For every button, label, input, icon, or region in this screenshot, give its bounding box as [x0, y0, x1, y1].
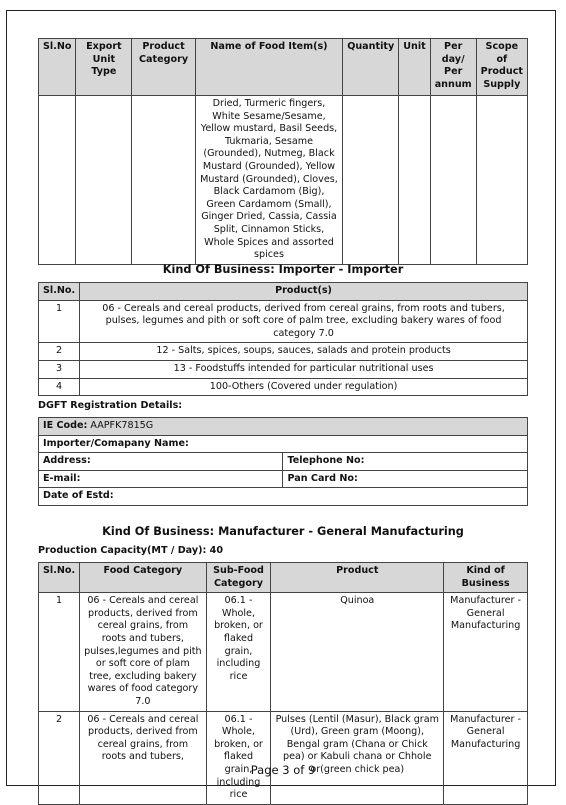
importer-heading: Kind Of Business: Importer - Importer	[162, 263, 404, 276]
food-items-table	[38, 38, 528, 265]
table-row	[39, 593, 528, 711]
cell-sl: 1	[39, 300, 80, 343]
cell-export-unit-type	[76, 96, 132, 265]
cell-product: 12 - Salts, spices, soups, sauces, salads and protein products	[80, 343, 528, 361]
cell-product: 13 - Foodstuffs intended for particular nutritional uses	[80, 360, 528, 378]
cell-product-category	[132, 96, 195, 265]
pan-label: Pan Card No:	[283, 470, 528, 488]
cell-food-items: Dried, Turmeric fingers, White Sesame/Sesame, Yellow mustard, Basil Seeds, Tukmaria, Sesame (Grounded), Nutmeg, Black Mustard (Grounded), Yellow Mustard (Grounded), Cloves, Black Cardamom (Big), Green Cardamom (Small), Ginger Dried, Cassia, Cassia Split, Cinnamon Sticks, Whole Spices and assorted spices	[195, 96, 342, 265]
table-row	[39, 360, 528, 378]
table-row	[39, 300, 528, 343]
col-header: Kind of Business	[444, 563, 528, 593]
date-label: Date of Estd:	[39, 488, 528, 506]
email-label: E-mail:	[39, 470, 283, 488]
cell-sl: 2	[39, 711, 80, 804]
cell-sl: 3	[39, 360, 80, 378]
col-header: Sub-Food Category	[206, 563, 271, 593]
table-row	[39, 378, 528, 396]
ie-code-row	[39, 418, 528, 436]
cell-sub-category: 06.1 - Whole, broken, or flaked grain, including rice	[206, 711, 271, 804]
cell-sub-category: 06.1 - Whole, broken, or flaked grain, including rice	[206, 593, 271, 711]
ie-code-label: IE Code:	[43, 420, 88, 431]
cell-unit	[399, 96, 431, 265]
col-header: Per day/ Per annum	[430, 39, 476, 96]
importer-name-label: Importer/Comapany Name:	[39, 435, 528, 453]
table-header-row	[39, 39, 528, 96]
cell-food-category: 06 - Cereals and cereal products, derived from cereal grains, from roots and tubers,	[80, 711, 207, 804]
table-header-row	[39, 563, 528, 593]
col-header: Scope of Product Supply	[476, 39, 527, 96]
col-header: Quantity	[343, 39, 399, 96]
date-row	[39, 488, 528, 506]
col-header: Name of Food Item(s)	[195, 39, 342, 96]
production-capacity: Production Capacity(MT / Day): 40	[38, 545, 224, 556]
col-header: Product Category	[132, 39, 195, 96]
cell-per	[430, 96, 476, 265]
col-header: Unit	[399, 39, 431, 96]
manufacturer-heading: Kind Of Business: Manufacturer - General Manufacturing	[102, 525, 464, 538]
cell-sl: 2	[39, 343, 80, 361]
cell-product: 06 - Cereals and cereal products, derived from cereal grains, from roots and tubers, pulses, legumes and pith or soft core of palm tree, excluding bakery wares of food category 7.0	[80, 300, 528, 343]
cell-kind: Manufacturer - General Manufacturing	[444, 711, 528, 804]
col-header: Export Unit Type	[76, 39, 132, 96]
cell-scope	[476, 96, 527, 265]
col-header: Food Category	[80, 563, 207, 593]
cell-sl: 4	[39, 378, 80, 396]
col-header: Sl.No.	[39, 563, 80, 593]
cell-sl	[39, 96, 76, 265]
table-row	[39, 96, 528, 265]
dgft-table	[38, 417, 528, 506]
col-header: Sl.No	[39, 39, 76, 96]
dgft-heading: DGFT Registration Details:	[38, 400, 183, 411]
table-row	[39, 343, 528, 361]
cell-product: 100-Others (Covered under regulation)	[80, 378, 528, 396]
table-row	[39, 711, 528, 804]
cell-sl: 1	[39, 593, 80, 711]
col-header: Sl.No.	[39, 283, 80, 301]
importer-name-row	[39, 435, 528, 453]
address-row	[39, 453, 528, 471]
col-header: Product	[271, 563, 444, 593]
cell-quantity	[343, 96, 399, 265]
cell-food-category: 06 - Cereals and cereal products, derived from cereal grains, from roots and tubers, pulses,legumes and pith or soft core of plam tree, excluding bakery wares of food category 7.0	[80, 593, 207, 711]
cell-product: Quinoa	[271, 593, 444, 711]
email-row	[39, 470, 528, 488]
address-label: Address:	[39, 453, 283, 471]
table-header-row	[39, 283, 528, 301]
cell-kind: Manufacturer - General Manufacturing	[444, 593, 528, 711]
telephone-label: Telephone No:	[283, 453, 528, 471]
ie-code-value: AAPFK7815G	[90, 420, 154, 431]
col-header: Product(s)	[80, 283, 528, 301]
importer-table	[38, 282, 528, 396]
cell-product: Pulses (Lentil (Masur), Black gram (Urd), Green gram (Moong), Bengal gram (Chana or Chick pea) or Kabuli chana or Chhole or(green chick pea)	[271, 711, 444, 804]
page-number: Page 3 of 9	[250, 763, 316, 777]
